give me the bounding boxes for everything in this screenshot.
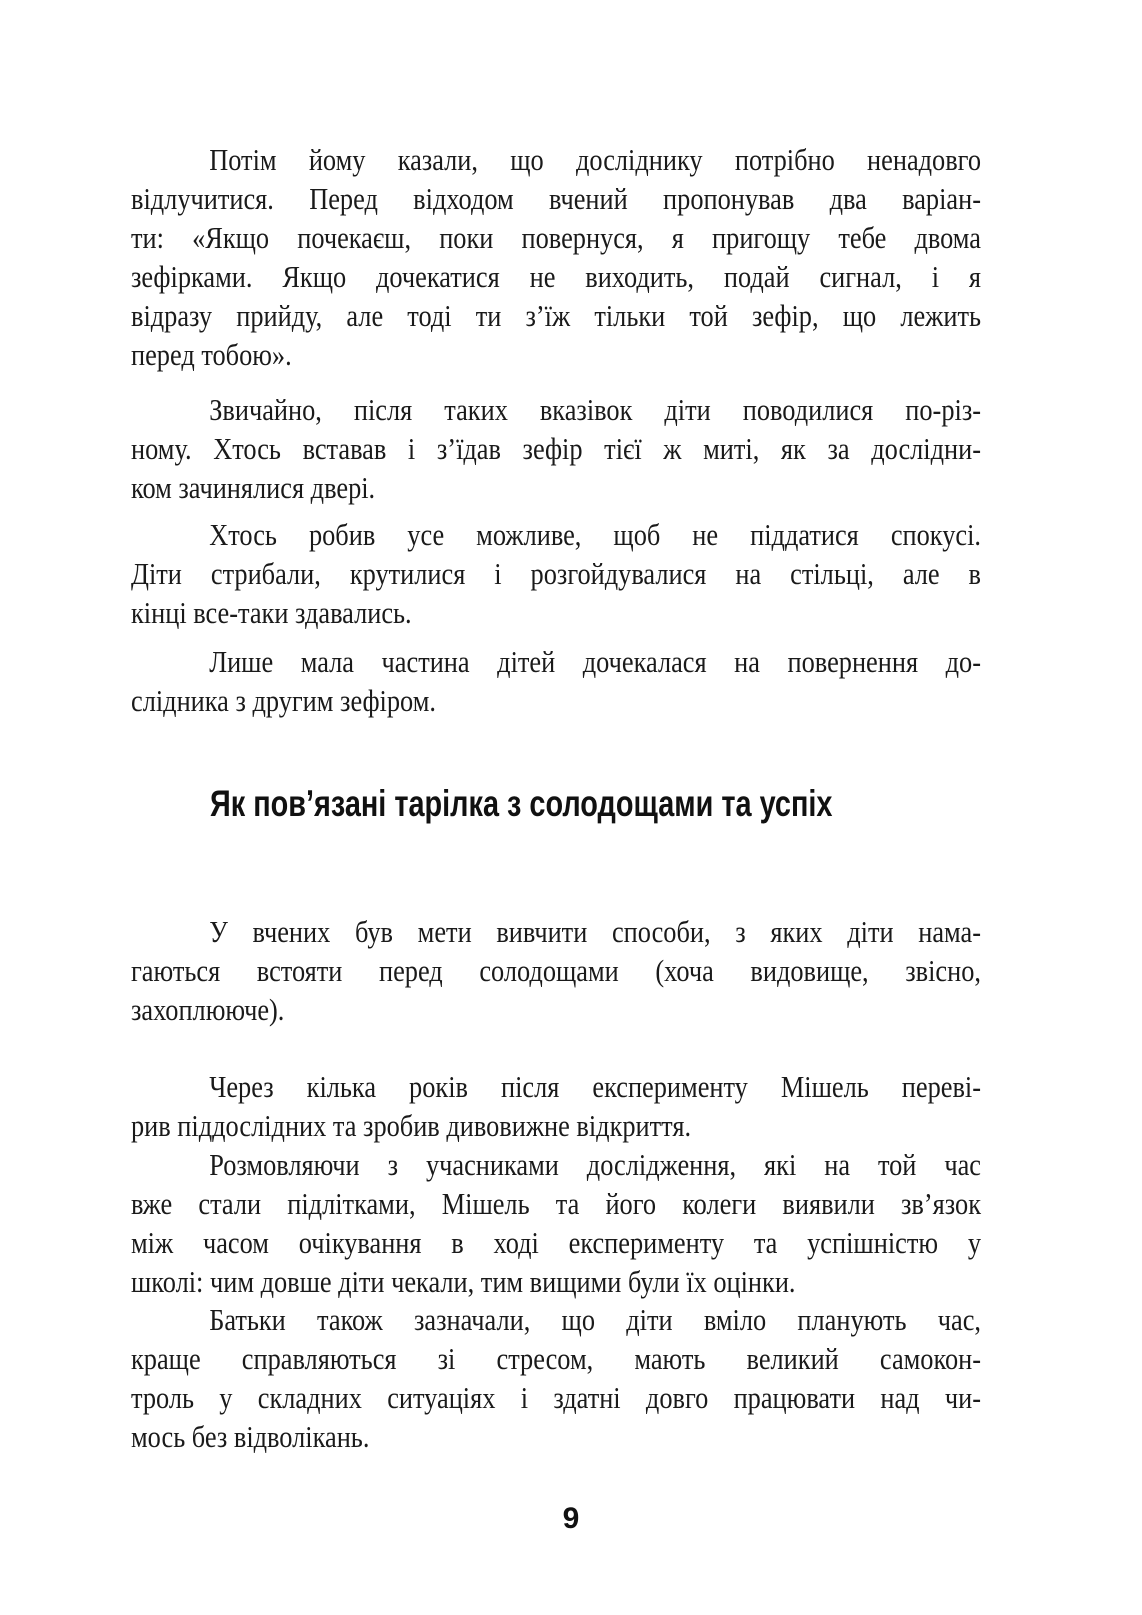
text-line: Батьки також зазначали, що діти вміло планують час, <box>209 1302 981 1337</box>
text-line: школі: чим довше діти чекали, тим вищими були їх оцінки. <box>131 1264 796 1299</box>
text-line: Через кілька років після експерименту Мішель переві- <box>209 1069 981 1104</box>
paragraph <box>131 390 981 507</box>
text-line: відлучитися. Перед відходом вчений пропонував два варіан- <box>131 181 981 216</box>
text-line: троль у складних ситуаціях і здатні довго працювати над чи- <box>131 1380 981 1415</box>
paragraph <box>131 1145 981 1301</box>
text-line: Діти стрибали, крутилися і розгойдувалися на стільці, але в <box>131 556 981 591</box>
text-line: вже стали підлітками, Мішель та його колеги виявили зв’язок <box>131 1186 981 1221</box>
paragraph <box>131 912 981 1029</box>
paragraph <box>131 515 981 632</box>
paragraph <box>131 1300 981 1456</box>
paragraph <box>131 1067 981 1145</box>
text-line: кінці все-таки здавались. <box>131 595 412 630</box>
text-line: захоплююче). <box>131 992 285 1027</box>
text-line: У вчених був мети вивчити способи, з яких діти нама- <box>209 914 981 949</box>
paragraph <box>131 140 981 374</box>
text-line: гаються встояти перед солодощами (хоча видовище, звісно, <box>131 953 981 988</box>
text-line: Розмовляючи з учасниками дослідження, які на той час <box>209 1147 981 1182</box>
text-line: краще справляються зі стресом, мають великий самокон- <box>131 1341 981 1376</box>
paragraph <box>131 642 981 720</box>
section-heading: Як пов’язані тарілка з солодощами та успіх <box>210 783 833 824</box>
page-number: 9 <box>562 1502 580 1535</box>
text-line: Звичайно, після таких вказівок діти поводилися по-різ- <box>209 392 981 427</box>
text-line: рив піддослідних та зробив дивовижне відкриття. <box>131 1108 692 1143</box>
text-line: ком зачинялися двері. <box>131 470 376 505</box>
text-line: зефірками. Якщо дочекатися не виходить, подай сигнал, і я <box>131 259 981 294</box>
text-line: слідника з другим зефіром. <box>131 683 436 718</box>
text-line: Хтось робив усе можливе, щоб не піддатися спокусі. <box>209 517 981 552</box>
text-line: Лише мала частина дітей дочекалася на повернення до- <box>209 644 981 679</box>
text-line: ти: «Якщо почекаєш, поки повернуся, я пригощу тебе двома <box>131 220 981 255</box>
text-line: мось без відволікань. <box>131 1419 370 1454</box>
text-line: ному. Хтось вставав і з’їдав зефір тієї ж миті, як за дослідни- <box>131 431 981 466</box>
text-line: між часом очікування в ході експерименту та успішністю у <box>131 1225 981 1260</box>
text-line: Потім йому казали, що досліднику потрібно ненадовго <box>209 142 981 177</box>
text-line: перед тобою». <box>131 337 292 372</box>
text-line: відразу прийду, але тоді ти з’їж тільки той зефір, що лежить <box>131 298 981 333</box>
